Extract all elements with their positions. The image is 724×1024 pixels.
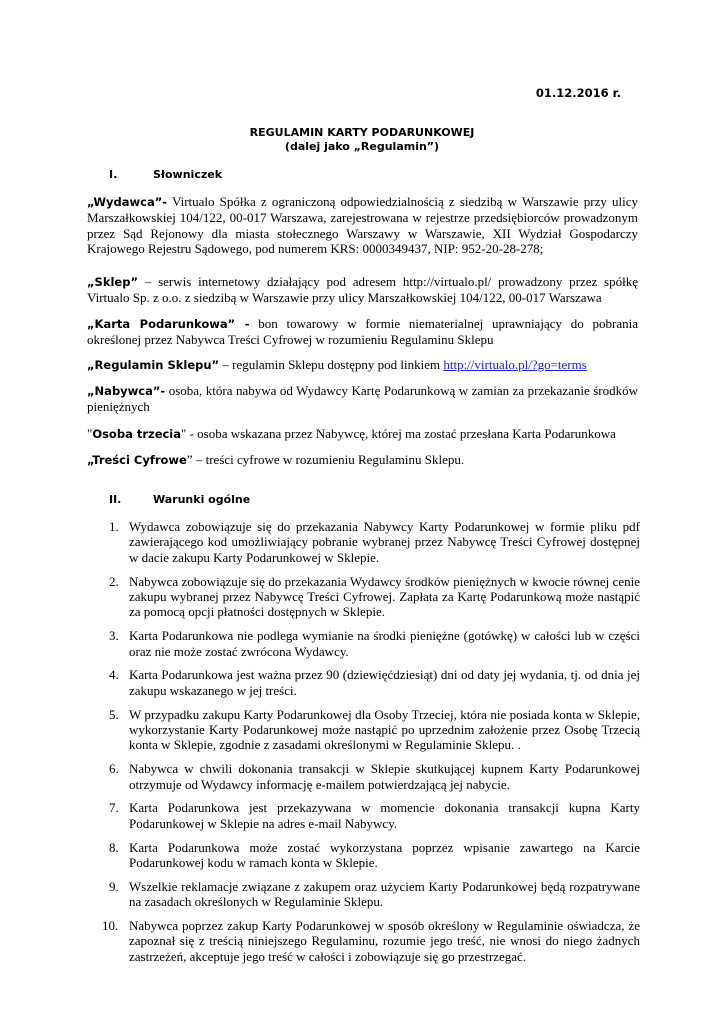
- definition-text: bon towarowy w formie niematerialnej uprawniający do pobrania określonej przez Nabywca Treści Cyfrowej w rozumieniu Regulaminu Sklepu: [87, 316, 638, 348]
- section-heading-glossary: [109, 167, 222, 182]
- definition-term: „Nabywca”-: [87, 384, 166, 398]
- definition-osoba-trzecia: [87, 426, 638, 442]
- list-item-number: 5.: [109, 706, 119, 722]
- definition-karta-podarunkowa: [87, 316, 638, 348]
- definition-term: Osoba trzecia: [92, 427, 182, 441]
- definition-open-quote: „: [87, 453, 93, 467]
- definition-regulamin-sklepu: [87, 357, 638, 373]
- list-item-text: Nabywca w chwili dokonania transakcji w Sklepie skutkującej kupnem Karty Podarunkowej otrzymuje od Wydawcy informację e-mailem potwierdzającą jej nabycie.: [129, 761, 640, 792]
- definition-text: Virtualo Spółka z ograniczoną odpowiedzialnością z siedzibą w Warszawie przy ulicy Marszałkowskiej 104/122, 00-017 Warszawa, zarejestrowana w rejestrze przedsiębiorców prowadzonym przez Sąd Rejonowy dla miasta stołecznego Warszawy w Warszawie, XII Wydział Gospodarczy Krajowego Rejestru Sądowego, pod numerem KRS: 0000349437, NIP: 952-20-28-278;: [87, 194, 638, 257]
- definition-term: „Wydawca”-: [87, 195, 168, 209]
- list-item-text: Nabywca poprzez zakup Karty Podarunkowej w sposób określony w Regulaminie oświadcza, że zapoznał się z treścią niniejszego Regulaminu, rozumie jego treść, nie wnosi do niego żadnych zastrzeżeń, akceptuje jego treść w całości i zobowiązuje się go przestrzegać.: [129, 918, 640, 964]
- definition-text: " - osoba wskazana przez Nabywcę, której ma zostać przesłana Karta Podarunkowa: [181, 426, 616, 441]
- section-title: Warunki ogólne: [153, 493, 251, 506]
- list-item: [87, 628, 640, 659]
- list-item-text: Karta Podarunkowa może zostać wykorzystana poprzez wpisanie zawartego na Karcie Podarunkowej kodu w ramach konta w Sklepie.: [129, 839, 640, 871]
- document-date: 01.12.2016 r.: [535, 86, 621, 100]
- title-line-1: REGULAMIN KARTY PODARUNKOWEJ: [249, 126, 475, 139]
- definition-wydawca: [87, 194, 638, 257]
- definition-sklep: [87, 274, 638, 306]
- list-item: [87, 519, 640, 565]
- list-item-number: 4.: [109, 667, 119, 683]
- definition-open-quote: ": [87, 426, 93, 441]
- definition-tresci-cyfrowe: [87, 452, 638, 468]
- list-item-number: 2.: [109, 573, 119, 589]
- list-item: [87, 800, 640, 831]
- list-item: [87, 840, 640, 871]
- list-item-number: 8.: [109, 839, 119, 855]
- list-item-number: 7.: [109, 800, 119, 816]
- list-item-text: Wydawca zobowiązuje się do przekazania Nabywcy Karty Podarunkowej w formie pliku pdf zawierającego kod umożliwiający pobranie wybranej przez Nabywcę Treści Cyfrowej dostępnej w dacie zakupu Karty Podarunkowej w Sklepie.: [129, 519, 640, 565]
- list-item-number: 1.: [109, 519, 119, 534]
- terms-link[interactable]: http://virtualo.pl/?go=terms: [443, 357, 587, 372]
- list-item-text: Karta Podarunkowa jest ważna przez 90 (dziewięćdziesiąt) dni od daty jej wydania, tj. od dnia jej zakupu wskazanego w jej treści.: [129, 667, 640, 698]
- list-item-text: W przypadku zakupu Karty Podarunkowej dla Osoby Trzeciej, która nie posiada konta w Sklepie, wykorzystanie Karty Podarunkowej może nastąpić po uprzednim założenie przez Osobę Trzecią konta w Sklepie, zgodnie z zasadami określonymi w Regulaminie Sklepu. .: [129, 706, 640, 753]
- list-item: [87, 761, 640, 792]
- list-item-text: Karta Podarunkowa nie podlega wymianie na środki pieniężne (gotówkę) w całości lub w części oraz nie może zostać zwrócona Wydawcy.: [129, 628, 640, 659]
- list-item-text: Wszelkie reklamacje związane z zakupem oraz użyciem Karty Podarunkowej będą rozpatrywane na zasadach określonych w Regulaminie Sklepu.: [129, 878, 640, 910]
- list-item-number: 3.: [109, 628, 119, 644]
- list-item-number: 6.: [109, 761, 119, 777]
- definition-text: ” – treści cyfrowe w rozumieniu Regulaminu Sklepu.: [186, 452, 465, 467]
- definition-text: – regulamin Sklepu dostępny pod linkiem: [219, 357, 444, 372]
- list-item-text: Karta Podarunkowa jest przekazywana w momencie dokonania transakcji kupna Karty Podarunkowej w Sklepie na adres e-mail Nabywcy.: [129, 800, 640, 831]
- list-item: [87, 918, 640, 964]
- section-title: Słowniczek: [153, 168, 223, 181]
- definition-term: „Regulamin Sklepu”: [87, 358, 220, 372]
- definition-nabywca: [87, 383, 638, 415]
- document-title: [0, 126, 724, 154]
- definition-term: „Sklep”: [87, 275, 139, 289]
- list-item: [87, 667, 640, 698]
- definition-term: Treści Cyfrowe: [92, 453, 187, 467]
- list-item: [87, 707, 640, 753]
- list-item-text: Nabywca zobowiązuje się do przekazania Wydawcy środków pieniężnych w kwocie równej cenie zakupu wybranej przez Nabywcę Treści Cyfrowej. Zapłata za Kartę Podarunkową może nastąpić za pomocą opcji płatności dostępnych w Sklepie.: [129, 573, 640, 620]
- section-heading-conditions: [109, 492, 250, 507]
- list-item: [87, 879, 640, 910]
- list-item-number: 9.: [109, 878, 119, 894]
- definition-term: „Karta Podarunkowa” -: [87, 317, 250, 331]
- section-number: I.: [109, 168, 118, 181]
- definition-text: – serwis internetowy działający pod adresem http://virtualo.pl/ prowadzony przez spółkę Virtualo Sp. z o.o. z siedzibą w Warszawie przy ulicy Marszałkowskiej 104/122, 00-017 Warszawa: [87, 274, 638, 306]
- definition-text: osoba, która nabywa od Wydawcy Kartę Podarunkową w zamian za przekazanie środków pieniężnych: [87, 383, 638, 415]
- title-line-2: (dalej jako „Regulamin”): [284, 140, 440, 153]
- list-item: [87, 574, 640, 620]
- conditions-list: [87, 519, 640, 973]
- section-number: II.: [109, 493, 122, 506]
- list-item-number: 10.: [102, 918, 119, 934]
